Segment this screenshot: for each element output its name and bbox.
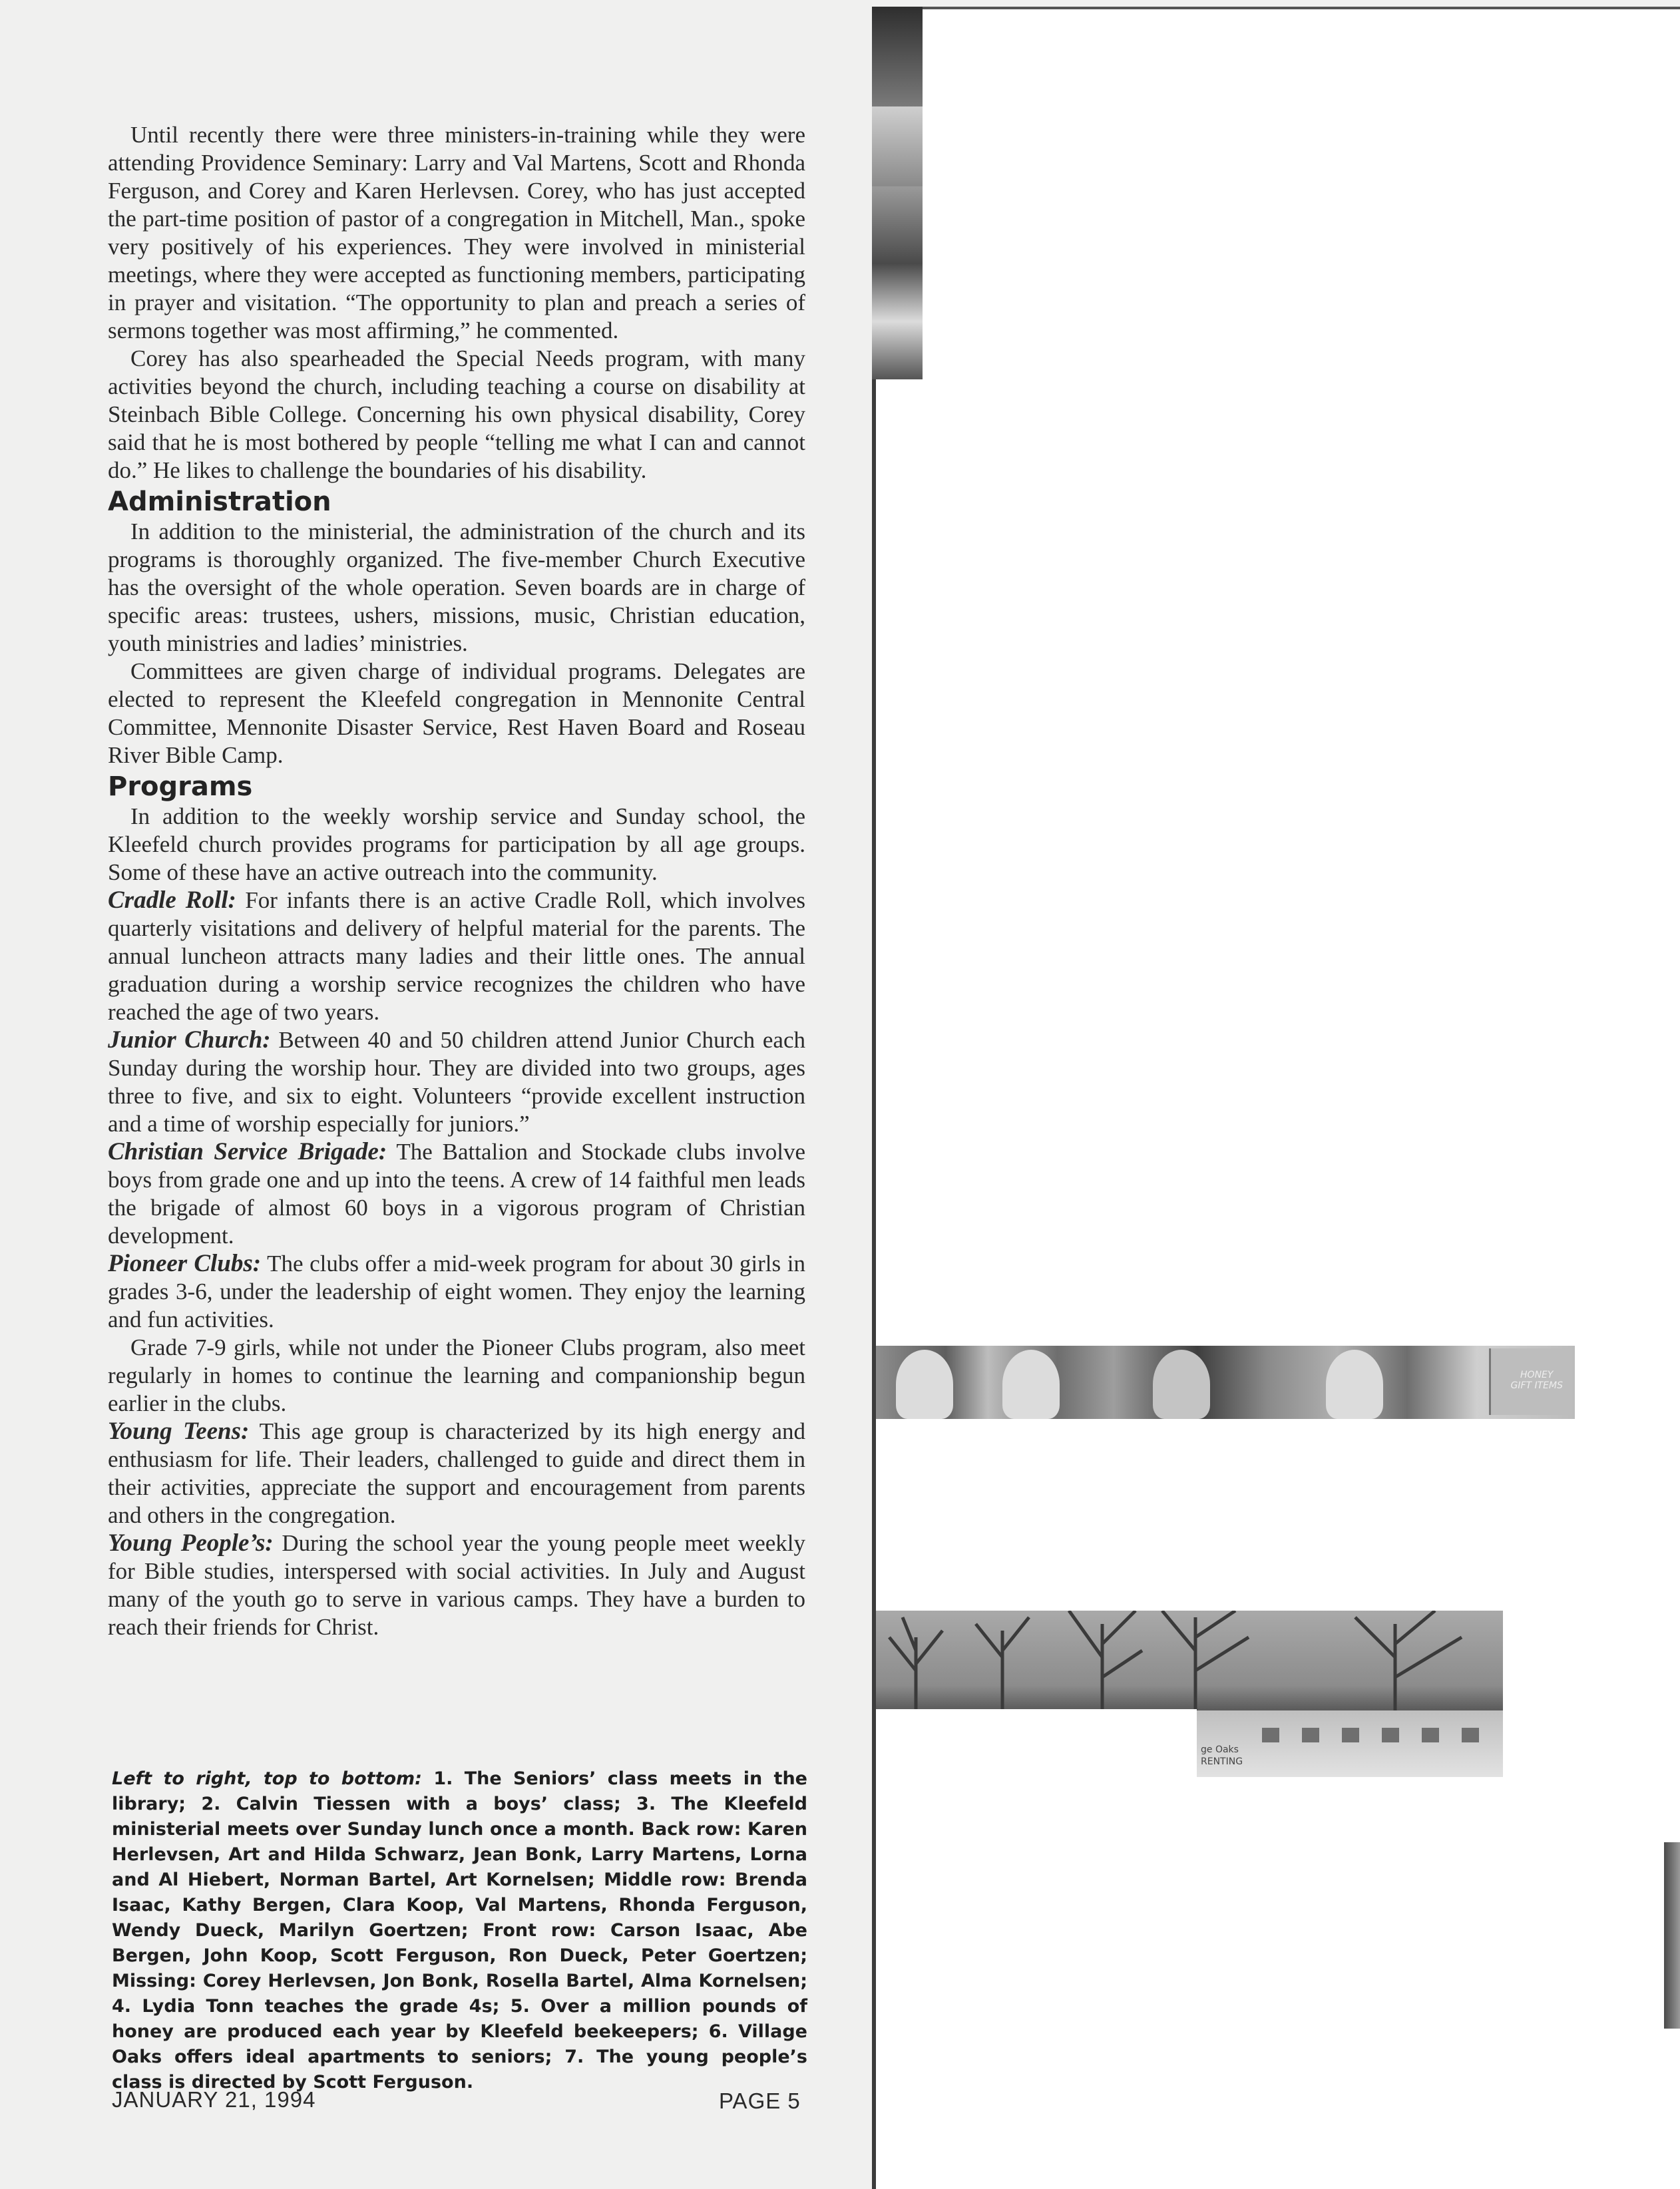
honey-sign-text: HONEY GIFT ITEMS <box>1510 1370 1563 1391</box>
top-rule <box>921 7 1680 9</box>
paragraph-committees: Committees are given charge of individual programs. Delegates are elected to represent the Kleefeld congregation in Mennonite Central Committee, Mennonite Disaster Service, Rest Haven Board and Roseau River Bible Camp. <box>108 658 805 768</box>
paragraph-junior-church <box>108 1026 805 1138</box>
window <box>1302 1728 1319 1742</box>
text-pioneer-clubs: The clubs offer a mid-week program for about 30 girls in grades 3-6, under the leadership of eight women. They enjoy the learning and fun activities. <box>108 1251 805 1332</box>
photo-strip-band <box>872 186 923 379</box>
text-young-peoples: During the school year the young people meet weekly for Bible studies, interspersed with social activities. In July and August many of the youth go to serve in various camps. They have a burden to reach their friends for Christ. <box>108 1530 805 1640</box>
paragraph-cradle-roll <box>108 887 805 1026</box>
text-cradle-roll: For infants there is an active Cradle Roll, which involves quarterly visitations and delivery of helpful material for the parents. The annual luncheon attracts many ladies and their little ones. The annual graduation during a worship service recognizes the children who have reached the age of two years. <box>108 887 806 1025</box>
face-shape <box>1002 1350 1060 1419</box>
photo-strip-band <box>872 106 923 186</box>
photo-village-oaks <box>876 1611 1503 1777</box>
photo-caption <box>112 1766 807 2095</box>
window <box>1342 1728 1359 1742</box>
heading-programs: Programs <box>108 771 253 802</box>
lead-junior-church: Junior Church: <box>108 1026 271 1054</box>
text-junior-church: Between 40 and 50 children attend Junior Church each Sunday during the worship hour. They are divided into two groups, ages three to five, and six to eight. Volunteers “provide excellent instruction and a time of worship especially for juniors.” <box>108 1027 806 1137</box>
lead-young-peoples: Young People’s: <box>108 1529 274 1557</box>
paragraph-young-peoples <box>108 1529 805 1641</box>
window <box>1462 1728 1479 1742</box>
text-brigade: The Battalion and Stockade clubs involve boys from grade one and up into the teens. A crew of 14 faithful men leads the brigade of almost 60 boys in a vigorous program of Christian development. <box>108 1139 805 1249</box>
lead-cradle-roll: Cradle Roll: <box>108 887 236 914</box>
paragraph-administration: In addition to the ministerial, the administration of the church and its programs is thoroughly organized. The five-member Church Executive has the oversight of the whole operation. Seven boards are in charge of specific areas: trustees, ushers, missions, music, Christian education, youth ministries and ladies’ ministries. <box>108 518 805 656</box>
paragraph-young-teens <box>108 1418 805 1529</box>
face-shape <box>1326 1350 1383 1419</box>
paragraph-brigade <box>108 1138 805 1250</box>
window <box>1422 1728 1439 1742</box>
face-shape <box>896 1350 953 1419</box>
village-oaks-sign: ge Oaks RENTING <box>1201 1744 1243 1767</box>
caption-text: 1. The Seniors’ class meets in the library; 2. Calvin Tiessen with a boys’ class; 3. The Kleefeld ministerial meets over Sunday lunch once a month. Back row: Karen Herlevsen, Art and Hilda Schwarz, Jean Bonk, Larry Martens, Lorna and Al Hiebert, Norman Bartel, Art Kornelsen; Middle row: Brenda Isaac, Kathy Bergen, Clara Koop, Val Martens, Rhonda Ferguson, Wendy Dueck, Marilyn Goertzen; Front row: Carson Isaac, Abe Bergen, John Koop, Scott Ferguson, Ron Dueck, Peter Goertzen; Missing: Corey Herlevsen, Jon Bonk, Rosella Bartel, Alma Kornelsen; 4. Lydia Tonn teaches the grade 4s; 5. Over a million pounds of honey are produced each year by Kleefeld beekeepers; 6. Village Oaks offers ideal apartments to seniors; 7. The young people’s class is directed by Scott Ferguson. <box>112 1768 807 2092</box>
photo-strip-band <box>872 7 923 106</box>
right-panel-blank <box>876 7 1680 2189</box>
page-number: PAGE 5 <box>719 2089 801 2113</box>
photo-blank-area <box>876 1709 1197 1777</box>
paragraph-special-needs: Corey has also spearheaded the Special Needs program, with many activities beyond the church, including teaching a course on disability at Steinbach Bible College. Concerning his own physical disability, Corey said that he is most bothered by people “telling me what I can and cannot do.” He likes to challenge the boundaries of his disability. <box>108 345 805 483</box>
window <box>1382 1728 1399 1742</box>
lead-pioneer-clubs: Pioneer Clubs: <box>108 1250 262 1277</box>
paragraph-ministers: Until recently there were three ministers-in-training while they were attending Providence Seminary: Larry and Val Martens, Scott and Rhonda Ferguson, and Corey and Karen Herlevsen. Corey, who has just accepted the part-time position of pastor of a congregation in Mitchell, Man., spoke very positively of his experiences. They were involved in ministerial meetings, where they were accepted as functioning members, participating in prayer and visitation. “The opportunity to plan and preach a series of sermons together was most affirming,” he commented. <box>108 122 805 343</box>
window <box>1262 1728 1279 1742</box>
article-body <box>108 121 805 1641</box>
paragraph-grade-girls: Grade 7-9 girls, while not under the Pioneer Clubs program, also meet regularly in homes to continue the learning and companionship begun earlier in the clubs. <box>108 1334 805 1416</box>
trees-silhouette <box>876 1611 1503 1717</box>
photo-girls-and-honey-sign <box>876 1346 1575 1419</box>
paragraph-pioneer-clubs <box>108 1250 805 1334</box>
heading-administration: Administration <box>108 487 331 517</box>
caption-lead: Left to right, top to bottom: <box>112 1768 422 1789</box>
lead-brigade: Christian Service Brigade: <box>108 1138 387 1165</box>
face-shape <box>1153 1350 1210 1419</box>
issue-date: JANUARY 21, 1994 <box>112 2087 316 2112</box>
lead-young-teens: Young Teens: <box>108 1418 250 1445</box>
paragraph-programs-intro: In addition to the weekly worship service and Sunday school, the Kleefeld church provides programs for participation by all age groups. Some of these have an active outreach into the community. <box>108 803 805 885</box>
photo-edge-strip <box>1664 1842 1680 2029</box>
text-young-teens: This age group is characterized by its high energy and enthusiasm for life. Their leaders, challenged to guide and direct them in their activities, appreciate the support and encouragement from parents and others in the congregation. <box>108 1418 805 1528</box>
photo-strip-seniors <box>872 7 923 379</box>
